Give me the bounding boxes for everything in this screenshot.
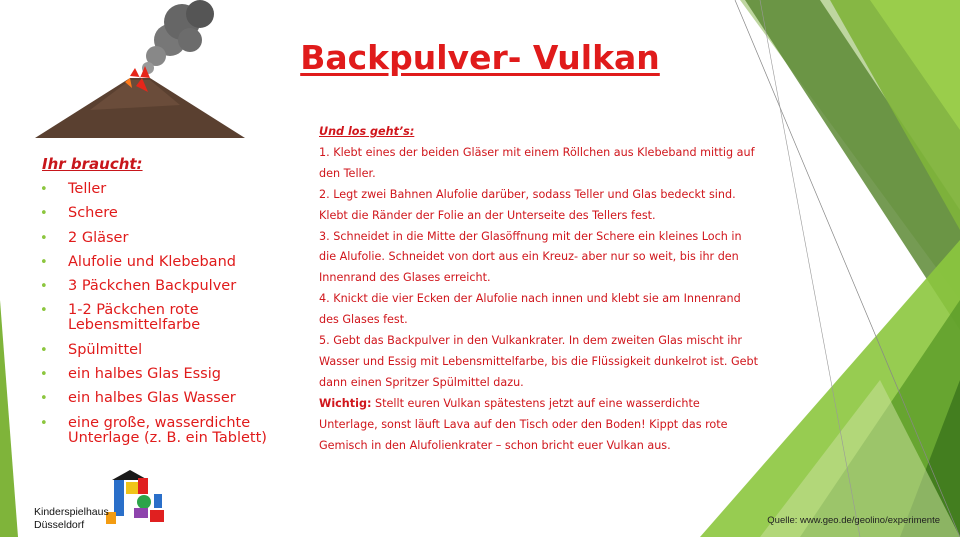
instructions-heading: Und los geht’s: bbox=[319, 125, 415, 138]
list-item: • 2 Gläser bbox=[40, 231, 280, 246]
step-text: 3. Schneidet in die Mitte der Glasöffnung mit der Schere ein kleines Loch in die Alufolie. Schneidet von dort aus ein Kreuz- aber nur so weit, bis ihr den Innenrand des Glases erreicht. bbox=[319, 229, 742, 285]
list-item: • 3 Päckchen Backpulver bbox=[40, 279, 280, 294]
source-credit: Quelle: www.geo.de/geolino/experimente bbox=[767, 515, 940, 526]
warning-body: Stellt euren Vulkan spätestens jetzt auf eine wasserdichte Unterlage, sonst läuft Lava auf den Tisch oder den Boden! Kippt das rote Gemisch in den Alufolienkrater – schon bricht euer Vulkan aus. bbox=[319, 396, 728, 452]
logo-line-2: Düsseldorf bbox=[34, 519, 85, 531]
logo-text bbox=[34, 506, 109, 532]
instructions bbox=[319, 122, 759, 457]
list-item: • ein halbes Glas Essig bbox=[40, 367, 280, 382]
list-item: • Teller bbox=[40, 182, 280, 197]
list-item: • Alufolie und Klebeband bbox=[40, 255, 280, 270]
warning-label: Wichtig: bbox=[319, 396, 372, 410]
list-item: • ein halbes Glas Wasser bbox=[40, 391, 280, 406]
warning-text bbox=[319, 394, 759, 457]
materials-list bbox=[40, 182, 280, 455]
step-text: 4. Knickt die vier Ecken der Alufolie nach innen und klebt sie am Innenrand des Glases fest. bbox=[319, 292, 741, 327]
step-text: 5. Gebt das Backpulver in den Vulkankrater. In dem zweiten Glas mischt ihr Wasser und Essig mit Lebensmittelfarbe, bis die Flüssigkeit dunkelrot ist. Gebt dann einen Spritzer Spülmittel dazu. bbox=[319, 334, 758, 389]
logo-line-1: Kinderspielhaus bbox=[34, 506, 109, 518]
list-item: • 1-2 Päckchen rote Lebensmittelfarbe bbox=[40, 303, 280, 333]
step-text: 2. Legt zwei Bahnen Alufolie darüber, sodass Teller und Glas bedeckt sind. Klebt die Ränder der Folie an der Unterseite des Tellers fest. bbox=[319, 187, 736, 222]
list-item: • Spülmittel bbox=[40, 343, 280, 358]
materials-heading: Ihr braucht: bbox=[42, 155, 143, 173]
list-item: • Schere bbox=[40, 206, 280, 221]
step-text: 1. Klebt eines der beiden Gläser mit einem Röllchen aus Klebeband mittig auf den Teller. bbox=[319, 145, 755, 180]
list-item: • eine große, wasserdichte Unterlage (z. B. ein Tablett) bbox=[40, 416, 280, 446]
page-title: Backpulver- Vulkan bbox=[300, 38, 660, 77]
